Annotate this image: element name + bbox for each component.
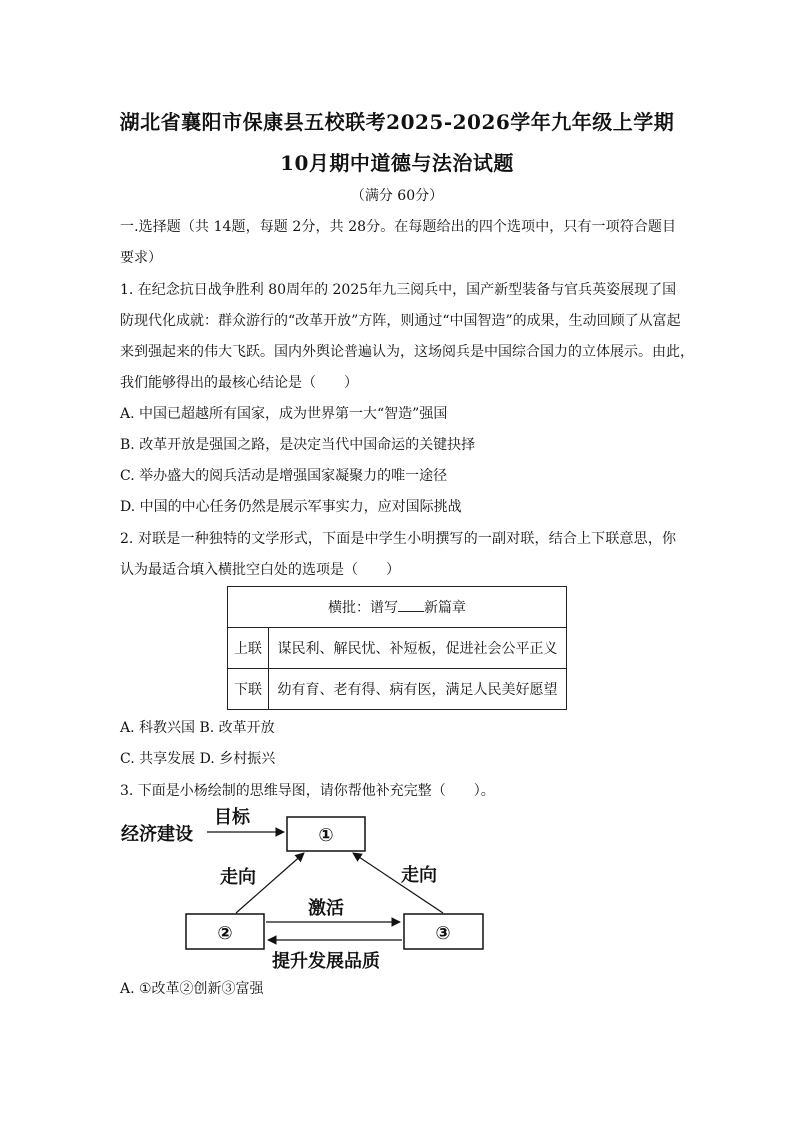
lower-label: 下联 [228, 669, 269, 710]
upper-label: 上联 [228, 628, 269, 669]
q2-options-line-1: A. 科教兴国 B. 改革开放 [120, 720, 275, 736]
q1-stem-line-2: 防现代化成就：群众游行的“改革开放”方阵，则通过“中国智造”的成果，生动回顾了从富起 [120, 313, 681, 329]
couplet-lower-row [228, 669, 567, 710]
box-3-label: ③ [435, 923, 451, 944]
couplet-header-before: 横批：谱写 [328, 600, 398, 616]
full-score: （满分 60分） [350, 188, 444, 204]
couplet-header [228, 587, 567, 628]
section-1-instruction: 一.选择题（共 14题，每题 2分，共 28分。在每题给出的四个选项中，只有一项符合题目 [120, 219, 676, 235]
q2-options-line-2: C. 共享发展 D. 乡村振兴 [120, 751, 276, 767]
q3-stem: 3. 下面是小杨绘制的思维导图，请你帮他补充完整（ ）。 [120, 783, 495, 799]
q1-stem-line-4: 我们能够得出的最核心结论是（ ） [120, 375, 358, 391]
improve-label: 提升发展品质 [272, 951, 380, 972]
q3-option-a: A. ①改革②创新③富强 [120, 981, 264, 997]
couplet-blank [398, 599, 424, 612]
activate-label: 激活 [308, 898, 344, 919]
upper-text: 谋民利、解民忧、补短板，促进社会公平正义 [269, 628, 567, 669]
q1-option-b: B. 改革开放是强国之路，是决定当代中国命运的关键抉择 [120, 437, 476, 453]
q1-option-d: D. 中国的中心任务仍然是展示军事实力，应对国际挑战 [120, 499, 462, 515]
couplet-upper-row [228, 628, 567, 669]
q1-stem-line-3: 来到强起来的伟大飞跃。国内外舆论普遍认为，这场阅兵是中国综合国力的立体展示。由此， [120, 344, 694, 360]
couplet-header-row [228, 587, 567, 628]
section-1-instruction-cont: 要求） [120, 250, 162, 266]
couplet-header-after: 新篇章 [424, 600, 466, 616]
left-toward-label: 走向 [220, 867, 256, 888]
box-2-label: ② [217, 923, 233, 944]
economic-construction-label: 经济建设 [121, 824, 193, 845]
couplet-table [227, 586, 567, 710]
mind-map-diagram [0, 800, 794, 980]
q2-stem-line-2: 认为最适合填入横批空白处的选项是（ ） [120, 562, 400, 578]
box-1-label: ① [318, 825, 334, 846]
q1-stem-line-1: 1. 在纪念抗日战争胜利 80周年的 2025年九三阅兵中，国产新型装备与官兵英姿展现了国 [120, 282, 677, 298]
q1-option-c: C. 举办盛大的阅兵活动是增强国家凝聚力的唯一途径 [120, 468, 448, 484]
lower-text: 幼有育、老有得、病有医，满足人民美好愿望 [269, 669, 567, 710]
q2-stem-line-1: 2. 对联是一种独特的文学形式，下面是中学生小明撰写的一副对联，结合上下联意思，你 [120, 531, 676, 547]
goal-label: 目标 [214, 807, 250, 828]
right-toward-label: 走向 [401, 865, 437, 886]
title-line-1: 湖北省襄阳市保康县五校联考2025-2026学年九年级上学期 [119, 110, 675, 134]
q1-option-a: A. 中国已超越所有国家，成为世界第一大“智造”强国 [120, 406, 448, 422]
title-line-2: 10月期中道德与法治试题 [280, 151, 514, 175]
